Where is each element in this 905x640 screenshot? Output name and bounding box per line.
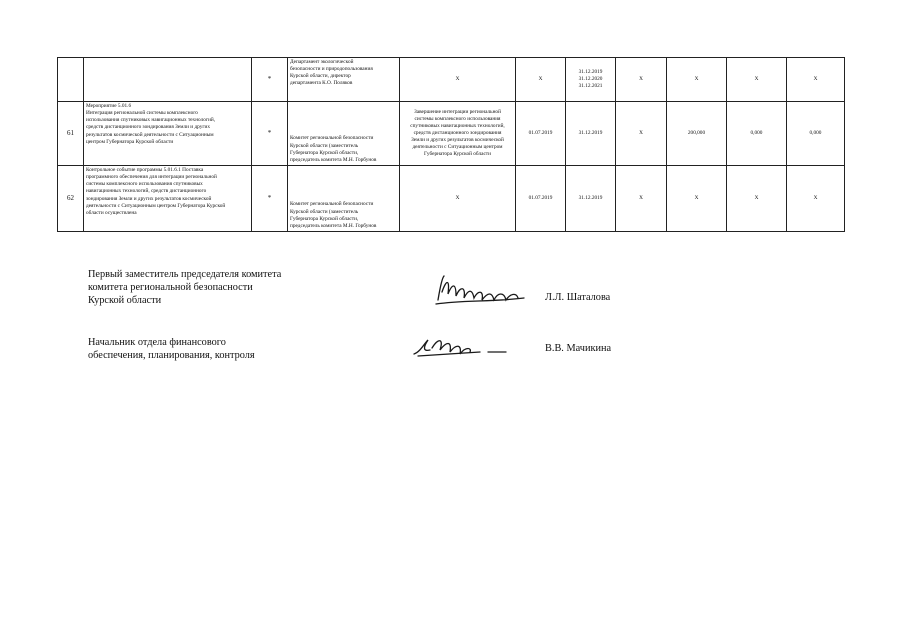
start-date-cell: 01.07.2019 — [516, 166, 566, 232]
signer-1-position: Первый заместитель председателя комитета комитета региональной безопасности Курской области — [88, 269, 282, 306]
activity-cell: Контрольное событие программы 5.01.6.1 Поставка программного обеспечения для интеграции региональной системы комплексного использования спутниковых навигационных технологий, средств дистанционного зондирования Земли и других результатов космической деятельности с Ситуационным центром Губернатора Курской области осуществлена — [84, 166, 252, 232]
end-date-cell: 31.12.2019 — [566, 102, 616, 166]
value-cell: X — [727, 58, 787, 102]
activity-cell — [84, 58, 252, 102]
signer-2-position: Начальник отдела финансового обеспечения, планирования, контроля — [88, 337, 255, 361]
mark-cell: * — [252, 102, 288, 166]
executor-cell: Комитет региональной безопасности Курской области (заместитель Губернатора Курской области, председатель комитета М.Н. Горбунов — [288, 102, 400, 166]
value-cell: X — [787, 58, 845, 102]
mark-cell: * — [252, 58, 288, 102]
result-cell: Завершение интеграции региональной системы комплексного использования спутниковых навигационных технологий, средств дистанционного зондирования Земли и других результатов космической деятельности с Ситуационным центром Губернатора Курской области — [400, 102, 516, 166]
value-cell: X — [727, 166, 787, 232]
signer-1-name: Л.Л. Шаталова — [545, 292, 611, 303]
value-cell: 0,000 — [787, 102, 845, 166]
end-date-cell: 31.12.2019 — [566, 166, 616, 232]
value-cell: 200,000 — [667, 102, 727, 166]
result-cell: X — [400, 166, 516, 232]
table-row — [58, 166, 845, 232]
end-date-cell: 31.12.2019 31.12.2020 31.12.2021 — [566, 58, 616, 102]
row-number: 62 — [58, 166, 84, 232]
activity-cell: Мероприятие 5.01.6 Интеграция региональной системы комплексного использования спутниковых навигационных технологий, средств дистанционного зондирования Земли и других результатов космической деятельности с Ситуационным центром Губернатора Курской области — [84, 102, 252, 166]
start-date-cell: 01.07.2019 — [516, 102, 566, 166]
plan-table — [57, 57, 845, 232]
signature-1-icon — [432, 270, 530, 312]
signer-2-name: В.В. Мачикина — [545, 343, 612, 354]
value-cell: X — [787, 166, 845, 232]
value-cell: X — [616, 58, 667, 102]
result-cell: X — [400, 58, 516, 102]
table-row — [58, 102, 845, 166]
value-cell: X — [667, 58, 727, 102]
table-row — [58, 58, 845, 102]
mark-cell: * — [252, 166, 288, 232]
value-cell: 0,000 — [727, 102, 787, 166]
row-number — [58, 58, 84, 102]
executor-cell: Комитет региональной безопасности Курской области (заместитель Губернатора Курской области, председатель комитета М.Н. Горбунов — [288, 166, 400, 232]
value-cell: X — [616, 166, 667, 232]
row-number: 61 — [58, 102, 84, 166]
start-date-cell: X — [516, 58, 566, 102]
value-cell: X — [616, 102, 667, 166]
signature-2-icon — [410, 332, 515, 362]
value-cell: X — [667, 166, 727, 232]
executor-cell: Департамент экологической безопасности и природопользования Курской области, директор департамента К.О. Поляков — [288, 58, 400, 102]
